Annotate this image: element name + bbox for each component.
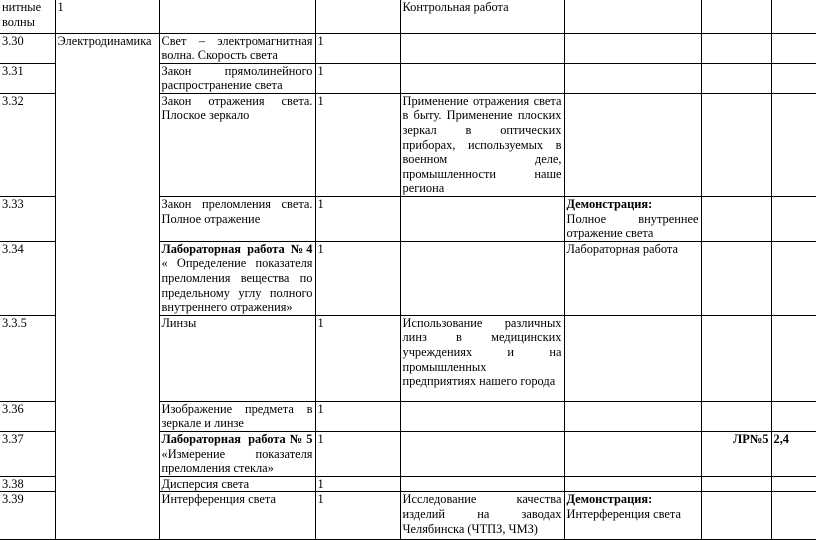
demo-cell — [564, 401, 701, 431]
col7-cell — [701, 0, 771, 33]
regional-component-cell — [400, 476, 564, 492]
hours-cell: 1 — [315, 431, 400, 476]
lesson-number: 3.36 — [0, 401, 55, 431]
table-row — [0, 33, 816, 63]
table-row — [0, 0, 816, 33]
lab-score-cell: 2,4 — [771, 431, 816, 476]
demo-cell — [564, 33, 701, 63]
section-cell: 1 — [55, 0, 159, 33]
regional-component-cell: Использование различных линз в медицинских учреждениях и на промышленных предприятиях нашего города — [400, 315, 564, 401]
topic-cell — [159, 0, 315, 33]
hours-cell: 1 — [315, 63, 400, 93]
demo-cell — [564, 197, 701, 242]
topic-cell: Закон отражения света. Плоское зеркало — [159, 93, 315, 196]
demo-text: Интерференция света — [566, 506, 681, 521]
lesson-number: 3.38 — [0, 476, 55, 492]
col7-cell — [701, 197, 771, 242]
col8-cell — [771, 197, 816, 242]
topic-cell: Линзы — [159, 315, 315, 401]
col8-cell — [771, 0, 816, 33]
col7-cell — [701, 63, 771, 93]
lab-title: Лабораторная работа №4 — [161, 241, 313, 256]
col7-cell — [701, 401, 771, 431]
col7-cell — [701, 492, 771, 540]
hours-cell: 1 — [315, 492, 400, 540]
hours-cell: 1 — [315, 401, 400, 431]
regional-component-cell — [400, 401, 564, 431]
col7-cell — [701, 315, 771, 401]
regional-component-cell — [400, 431, 564, 476]
demo-heading: Демонстрация: — [566, 492, 653, 507]
col7-cell — [701, 241, 771, 315]
col7-cell — [701, 93, 771, 196]
hours-cell: 1 — [315, 315, 400, 401]
topic-cell: Свет – электромагнитная волна. Скорость света — [159, 33, 315, 63]
demo-cell — [564, 93, 701, 196]
demo-cell — [564, 492, 701, 540]
lab-description: « Определение показателя преломления вещества по предельному углу полного внутреннего отражения» — [161, 256, 313, 315]
lesson-number: 3.32 — [0, 93, 55, 196]
demo-heading: Демонстрация: — [566, 197, 653, 212]
regional-component-cell — [400, 241, 564, 315]
lesson-number: 3.37 — [0, 431, 55, 476]
hours-cell: 1 — [315, 197, 400, 242]
topic-cell: Дисперсия света — [159, 476, 315, 492]
regional-component-cell: Исследование качества изделий на заводах Челябинска (ЧТПЗ, ЧМЗ) — [400, 492, 564, 540]
regional-component-cell — [400, 63, 564, 93]
topic-cell: Изображение предмета в зеркале и линзе — [159, 401, 315, 431]
hours-cell: 1 — [315, 33, 400, 63]
col8-cell — [771, 63, 816, 93]
control-work-cell: Контрольная работа — [400, 0, 564, 33]
demo-cell — [564, 315, 701, 401]
lesson-number: 3.3.5 — [0, 315, 55, 401]
lab-code-cell: ЛР№5 — [701, 431, 771, 476]
col8-cell — [771, 401, 816, 431]
col8-cell — [771, 241, 816, 315]
regional-component-cell — [400, 33, 564, 63]
regional-component-cell — [564, 0, 701, 33]
lab-description: «Измерение показателя преломления стекла» — [161, 446, 313, 476]
demo-cell — [564, 431, 701, 476]
col8-cell — [771, 492, 816, 540]
demo-cell — [564, 476, 701, 492]
topic-cell: Закон преломления света. Полное отражение — [159, 197, 315, 242]
hours-cell — [315, 0, 400, 33]
topic-cell: Интерференция света — [159, 492, 315, 540]
lab-title: Лабораторная работа№5 — [161, 431, 313, 446]
col8-cell — [771, 33, 816, 63]
lesson-number: 3.31 — [0, 63, 55, 93]
topic-cell — [159, 241, 315, 315]
topic-cell: Закон прямолинейного распространение света — [159, 63, 315, 93]
lesson-number: 3.30 — [0, 33, 55, 63]
lesson-number: 3.34 — [0, 241, 55, 315]
lesson-number: 3.39 — [0, 492, 55, 540]
col8-cell — [771, 315, 816, 401]
col8-cell — [771, 476, 816, 492]
col7-cell — [701, 33, 771, 63]
demo-cell: Лабораторная работа — [564, 241, 701, 315]
col7-cell — [701, 476, 771, 492]
demo-cell — [564, 63, 701, 93]
hours-cell: 1 — [315, 93, 400, 196]
hours-cell: 1 — [315, 241, 400, 315]
section-cell: Электродинамика — [55, 33, 159, 540]
demo-text: Полное внутреннее отражение света — [566, 211, 699, 241]
lesson-number: нитные волны — [0, 0, 55, 33]
hours-cell: 1 — [315, 476, 400, 492]
lesson-number: 3.33 — [0, 197, 55, 242]
regional-component-cell — [400, 197, 564, 242]
col8-cell — [771, 93, 816, 196]
topic-cell — [159, 431, 315, 476]
regional-component-cell: Применение отражения света в быту. Применение плоских зеркал в оптических приборах, используемых в военном деле, промышленности наше региона — [400, 93, 564, 196]
